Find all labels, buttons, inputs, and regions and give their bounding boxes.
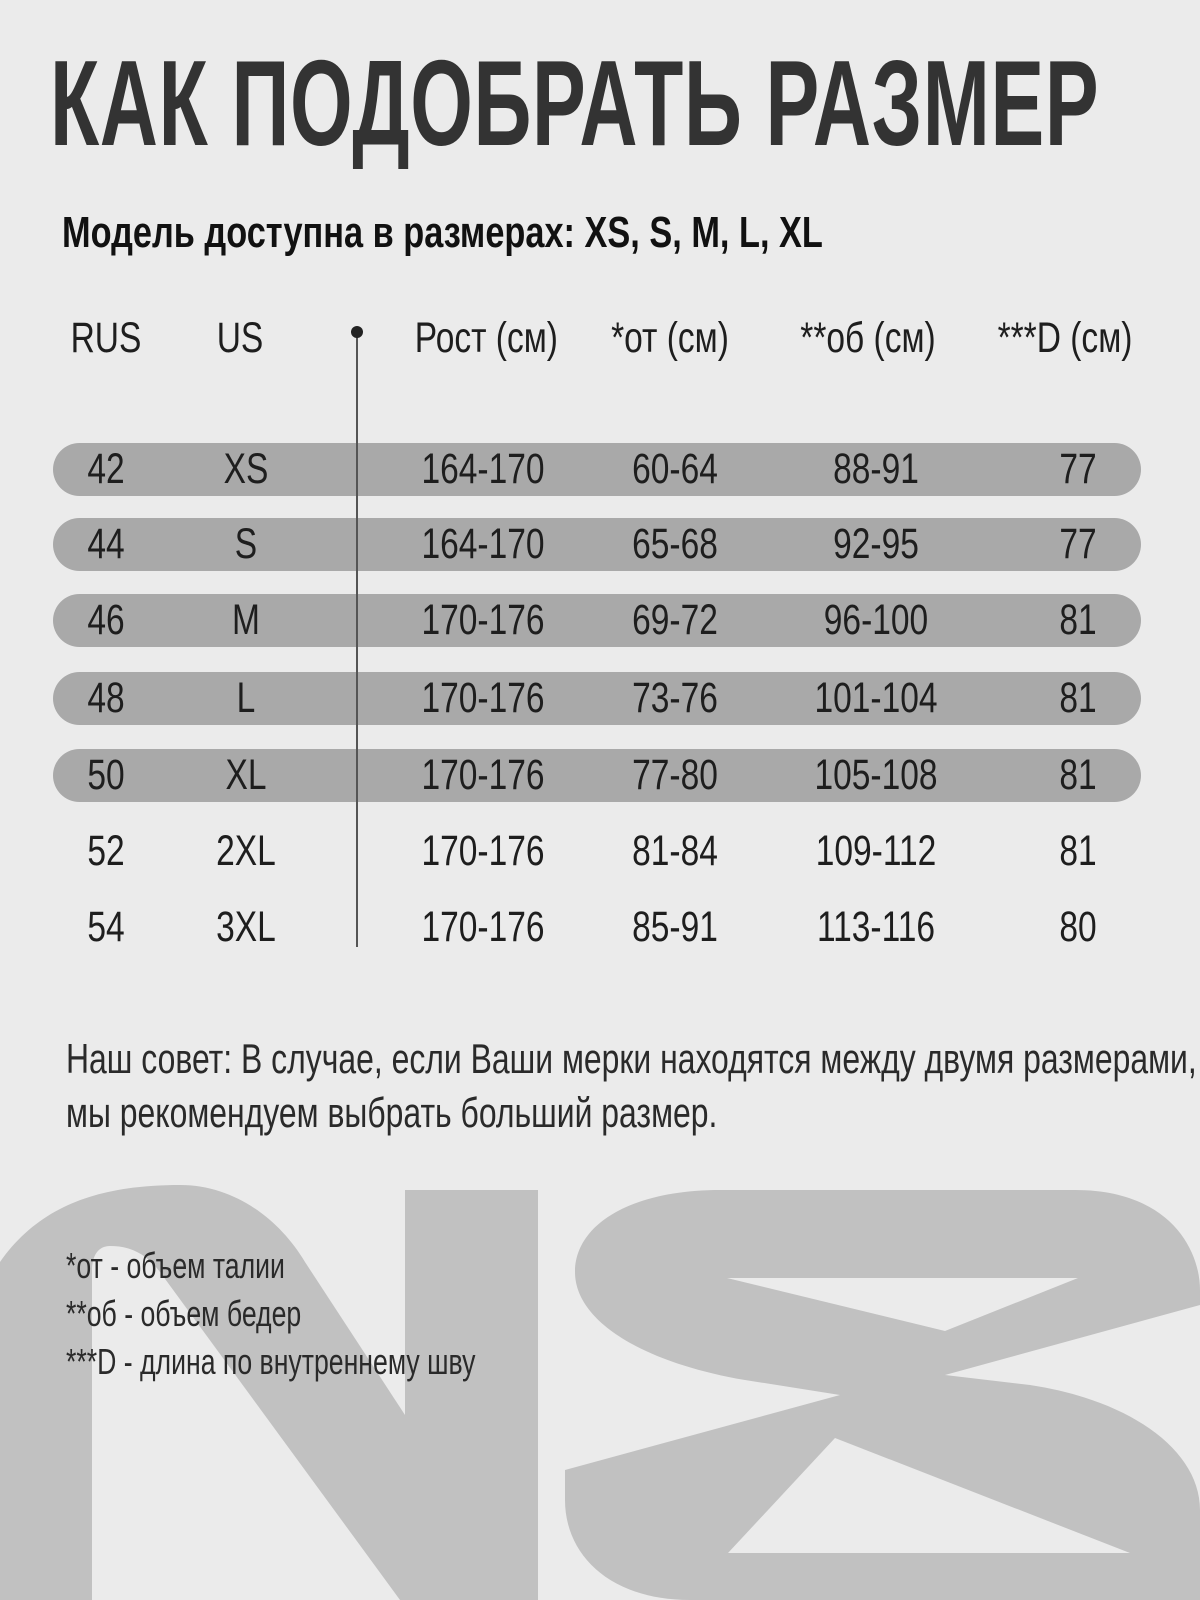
cell-rus: 44 [87,520,125,568]
cell-height: 170-176 [421,827,545,875]
header-waist: *от (см) [611,314,729,362]
cell-waist: 81-84 [632,827,718,875]
cell-hips: 101-104 [814,674,938,722]
cell-waist: 69-72 [632,596,718,644]
cell-inseam: 77 [1059,520,1097,568]
cell-height: 170-176 [421,751,545,799]
sizing-advice [66,1032,1197,1140]
cell-hips: 105-108 [814,751,938,799]
cell-waist: 73-76 [632,674,718,722]
cell-rus: 42 [87,445,125,493]
page-title: КАК ПОДОБРАТЬ РАЗМЕР [50,35,1100,171]
cell-inseam: 77 [1059,445,1097,493]
cell-hips: 113-116 [816,903,936,951]
available-sizes-text: Модель доступна в размерах: XS, S, M, L, XL [62,208,823,257]
cell-us: 2XL [216,827,276,875]
cell-inseam: 80 [1059,903,1097,951]
footnotes [66,1242,475,1386]
cell-waist: 60-64 [632,445,718,493]
cell-height: 170-176 [421,903,545,951]
cell-height: 170-176 [421,674,545,722]
cell-us: S [234,520,258,568]
cell-us: 3XL [216,903,276,951]
cell-hips: 88-91 [833,445,919,493]
cell-us: XL [225,751,267,799]
header-us: US [216,314,264,362]
cell-us: L [236,674,256,722]
header-height: Рост (см) [414,314,558,362]
cell-us: M [232,596,260,644]
cell-inseam: 81 [1059,596,1097,644]
cell-rus: 52 [87,827,125,875]
footnote-waist: *от - объем талии [66,1245,285,1286]
cell-height: 164-170 [421,445,545,493]
cell-waist: 65-68 [632,520,718,568]
column-divider-dot [351,326,363,338]
cell-rus: 46 [87,596,125,644]
cell-inseam: 81 [1059,674,1097,722]
cell-rus: 48 [87,674,125,722]
cell-height: 164-170 [421,520,545,568]
column-divider-line [356,335,358,947]
cell-height: 170-176 [421,596,545,644]
header-hips: **об (см) [800,314,936,362]
cell-rus: 54 [87,903,125,951]
cell-waist: 77-80 [632,751,718,799]
cell-hips: 96-100 [823,596,929,644]
cell-hips: 109-112 [815,827,937,875]
footnote-inseam: ***D - длина по внутреннему шву [66,1341,476,1382]
cell-hips: 92-95 [833,520,919,568]
header-rus: RUS [70,314,142,362]
advice-line: Наш совет: В случае, если Ваши мерки находятся между двумя размерами, [66,1035,1197,1082]
cell-rus: 50 [87,751,125,799]
cell-us: XS [223,445,269,493]
footnote-hips: **об - объем бедер [66,1293,302,1334]
cell-waist: 85-91 [632,903,718,951]
cell-inseam: 81 [1059,751,1097,799]
cell-inseam: 81 [1059,827,1097,875]
advice-line: мы рекомендуем выбрать больший размер. [66,1089,718,1136]
header-inseam: ***D (см) [997,314,1133,362]
